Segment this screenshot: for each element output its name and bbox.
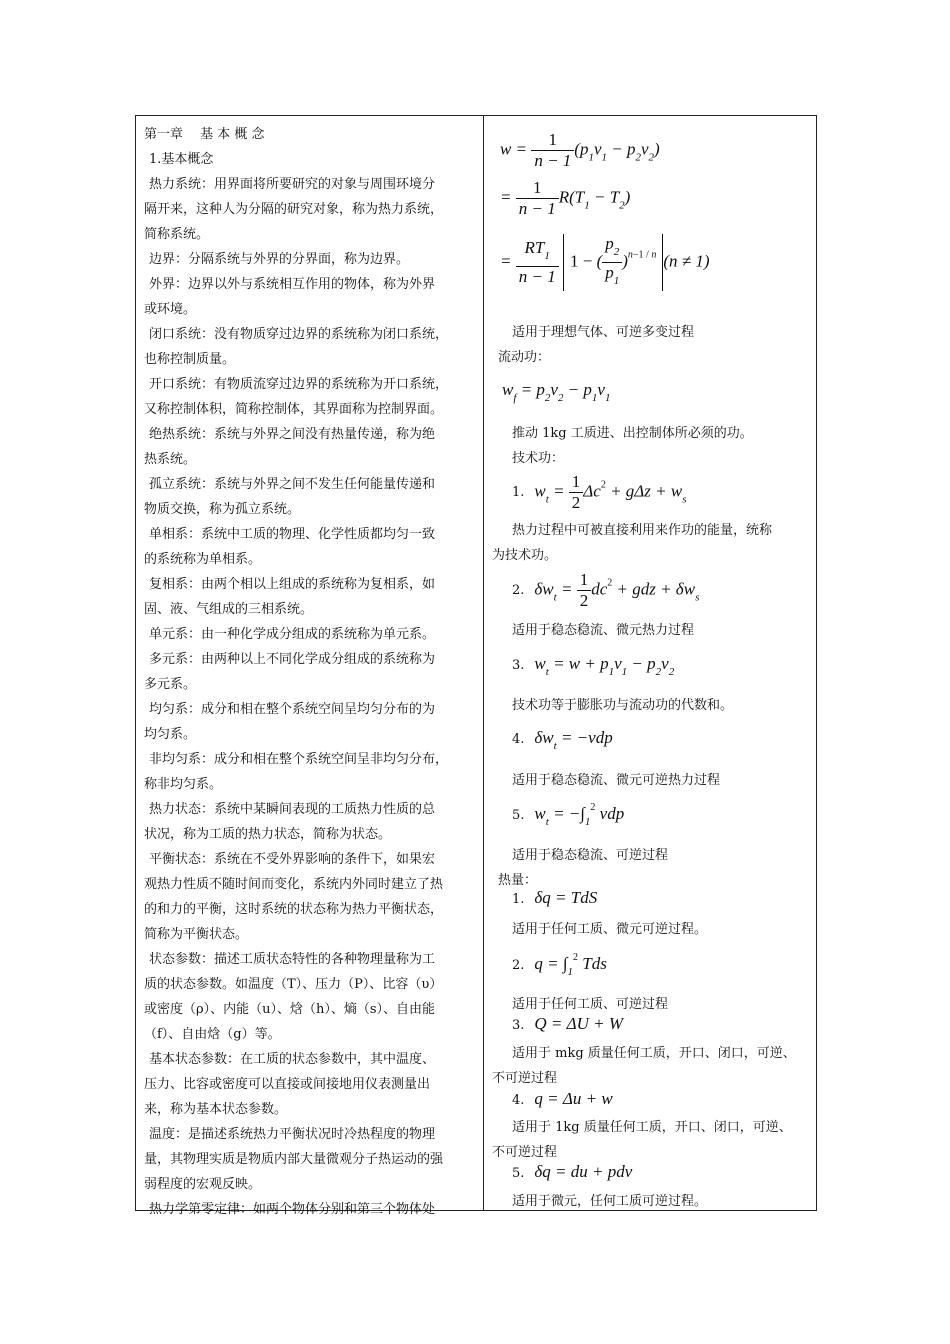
text-line: 外界：边界以外与系统相互作用的物体，称为外界 <box>149 277 436 292</box>
text-line: 单相系：系统中工质的物理、化学性质都均匀一致 <box>149 527 436 542</box>
text-line: 边界：分隔系统与外界的分界面，称为边界。 <box>149 252 410 267</box>
text-line: 也称控制质量。 <box>144 352 236 367</box>
text-line: 适用于微元，任何工质可逆过程。 <box>512 1194 708 1209</box>
text-line: 隔开来，这种人为分隔的研究对象，称为热力系统， <box>144 202 444 217</box>
text-line: 简称为平衡状态。 <box>144 927 249 942</box>
text-line: 复相系：由两个相以上组成的系统称为复相系，如 <box>149 577 436 592</box>
formula-heat-5: 5. δq = du + pdv <box>512 1162 633 1181</box>
formula-number: 1. <box>512 485 525 501</box>
text-line: 适用于任何工质、微元可逆过程。 <box>512 922 708 937</box>
text-line: 均匀系。 <box>144 727 197 742</box>
text-line: 单元系：由一种化学成分组成的系统称为单元系。 <box>149 627 436 642</box>
text-line: 适用于任何工质、可逆过程 <box>512 997 669 1012</box>
text-line: 质的状态参数。如温度（T）、压力（P）、比容（υ） <box>144 977 443 992</box>
text-line: 推动 1kg 工质进、出控制体所必须的功。 <box>512 426 753 441</box>
content-table <box>135 115 817 1217</box>
formula-technical-work-5: 5. $w_t = -\int_1^2$ vdp <box>512 802 625 828</box>
subheading-technical-work: 技术功： <box>512 451 565 466</box>
text-line: 平衡状态：系统在不受外界影响的条件下，如果宏 <box>149 852 436 867</box>
formula-polytropic-work-1: w = $\frac{1}{n - 1}$ $(p_1v_1 - p_2v_2)$ <box>500 130 660 170</box>
text-line: 孤立系统：系统与外界之间不发生任何能量传递和 <box>149 477 436 492</box>
text-line: 技术功等于膨胀功与流动功的代数和。 <box>512 698 734 713</box>
text-line: 适用于 1kg 质量任何工质，开口、闭口，可逆、 <box>512 1120 792 1135</box>
text-line: 或环境。 <box>144 302 197 317</box>
text-line: 闭口系统：没有物质穿过边界的系统称为闭口系统， <box>149 327 449 342</box>
text-line: 热力学第零定律：如两个物体分别和第三个物体处 <box>149 1202 436 1217</box>
text-line: 均匀系：成分和相在整个系统空间呈均匀分布的为 <box>149 702 436 717</box>
text-line: 简称系统。 <box>144 227 210 242</box>
text-line: 为技术功。 <box>492 548 558 563</box>
text-line: 热力状态：系统中某瞬间表现的工质热力性质的总 <box>149 802 436 817</box>
text-line: 来，称为基本状态参数。 <box>144 1102 288 1117</box>
text-line: 开口系统：有物质流穿过边界的系统称为开口系统， <box>149 377 449 392</box>
formula-polytropic-work-2: = $\frac{1}{n - 1}$ $R(T_1 - T_2)$ <box>500 178 631 218</box>
text-line: 的系统称为单相系。 <box>144 552 262 567</box>
text-line: 非均匀系：成分和相在整个系统空间呈非均匀分布， <box>149 752 449 767</box>
formula-number: 4. <box>512 732 525 747</box>
formula-number: 1. <box>512 892 525 907</box>
formula-technical-work-4: 4. $\delta w_t = -vdp$ <box>512 728 613 752</box>
text-line: 压力、比容或密度可以直接或间接地用仪表测量出 <box>144 1077 431 1092</box>
formula-technical-work-3: 3. $w_t = w + p_1v_1 - p_2v_2$ <box>512 654 675 678</box>
formula-number: 3. <box>512 658 525 673</box>
text-line: 又称控制体积，简称控制体，其界面称为控制界面。 <box>144 402 444 417</box>
text-line: 温度：是描述系统热力平衡状况时冷热程度的物理 <box>149 1127 436 1142</box>
text-line: 量，其物理实质是物质内部大量微观分子热运动的强 <box>144 1152 444 1167</box>
formula-technical-work-1: 1. $w_t$ = $\frac{1}{2}$ $\Delta c^2 + g\Delta z + w_s$ <box>512 472 687 512</box>
text-line: 适用于理想气体、可逆多变过程 <box>512 325 695 340</box>
text-line: 适用于稳态稳流、可逆过程 <box>512 848 669 863</box>
formula-flow-work: $w_f = p_2v_2 - p_1v_1$ <box>502 380 611 404</box>
formula-heat-2: 2. $q = \int_1^2$ Tds <box>512 952 607 978</box>
text-line: 基本状态参数：在工质的状态参数中，其中温度、 <box>149 1052 436 1067</box>
text-line: 弱程度的宏观反映。 <box>144 1177 262 1192</box>
column-divider <box>483 116 484 1210</box>
text-line: 称非均匀系。 <box>144 777 223 792</box>
formula-heat-1: 1. δq = TdS <box>512 888 598 907</box>
text-line: 的和力的平衡，这时系统的状态称为热力平衡状态， <box>144 902 444 917</box>
text-line: 不可逆过程 <box>492 1145 558 1160</box>
text-line: 适用于稳态稳流、微元热力过程 <box>512 623 695 638</box>
text-line: 适用于 mkg 质量任何工质，开口、闭口，可逆、 <box>512 1046 796 1061</box>
text-line: 物质交换，称为孤立系统。 <box>144 502 301 517</box>
section-title: 1.基本概念 <box>149 152 214 167</box>
text-line: 热力系统：用界面将所要研究的对象与周围环境分 <box>149 177 436 192</box>
formula-number: 5. <box>512 808 525 823</box>
text-line: 热力过程中可被直接利用来作功的能量，统称 <box>512 523 773 538</box>
formula-number: 2. <box>512 958 525 973</box>
formula-number: 5. <box>512 1166 525 1181</box>
formula-polytropic-work-3: = $\frac{RT_1}{n - 1}$ 1 − ( $\frac{p_2}{p_1}$ )$^{n-1 / n}$ (n ≠ 1) <box>500 234 709 291</box>
text-line: 热系统。 <box>144 452 197 467</box>
text-line: 固、液、气组成的三相系统。 <box>144 602 314 617</box>
text-line: 观热力性质不随时间而变化，系统内外同时建立了热 <box>144 877 444 892</box>
chapter-heading: 第一章 基 本 概 念 <box>144 127 265 142</box>
formula-number: 3. <box>512 1018 525 1033</box>
formula-number: 2. <box>512 583 525 599</box>
subheading-heat: 热量： <box>498 873 538 888</box>
text-line: 状况，称为工质的热力状态，简称为状态。 <box>144 827 392 842</box>
formula-number: 4. <box>512 1093 525 1108</box>
left-column <box>144 122 476 1222</box>
text-line: 多元系。 <box>144 677 197 692</box>
text-line: 不可逆过程 <box>492 1071 558 1086</box>
text-line: 多元系：由两种以上不同化学成分组成的系统称为 <box>149 652 436 667</box>
text-line: 或密度（ρ）、内能（u）、焓（h）、熵（s）、自由能 <box>144 1002 436 1017</box>
text-line: 适用于稳态稳流、微元可逆热力过程 <box>512 773 721 788</box>
subheading-flow-work: 流动功： <box>498 350 551 365</box>
formula-technical-work-2: 2. $\delta w_t$ = $\frac{1}{2}$ $dc^2$ + gdz + $\delta w_s$ <box>512 570 700 610</box>
text-line: 状态参数：描述工质状态特性的各种物理量称为工 <box>149 952 436 967</box>
formula-heat-4: 4. q = Δu + w <box>512 1089 613 1108</box>
text-line: 绝热系统：系统与外界之间没有热量传递，称为绝 <box>149 427 436 442</box>
formula-heat-3: 3. Q = ΔU + W <box>512 1014 624 1033</box>
text-line: （f）、自由焓（g）等。 <box>144 1027 281 1042</box>
